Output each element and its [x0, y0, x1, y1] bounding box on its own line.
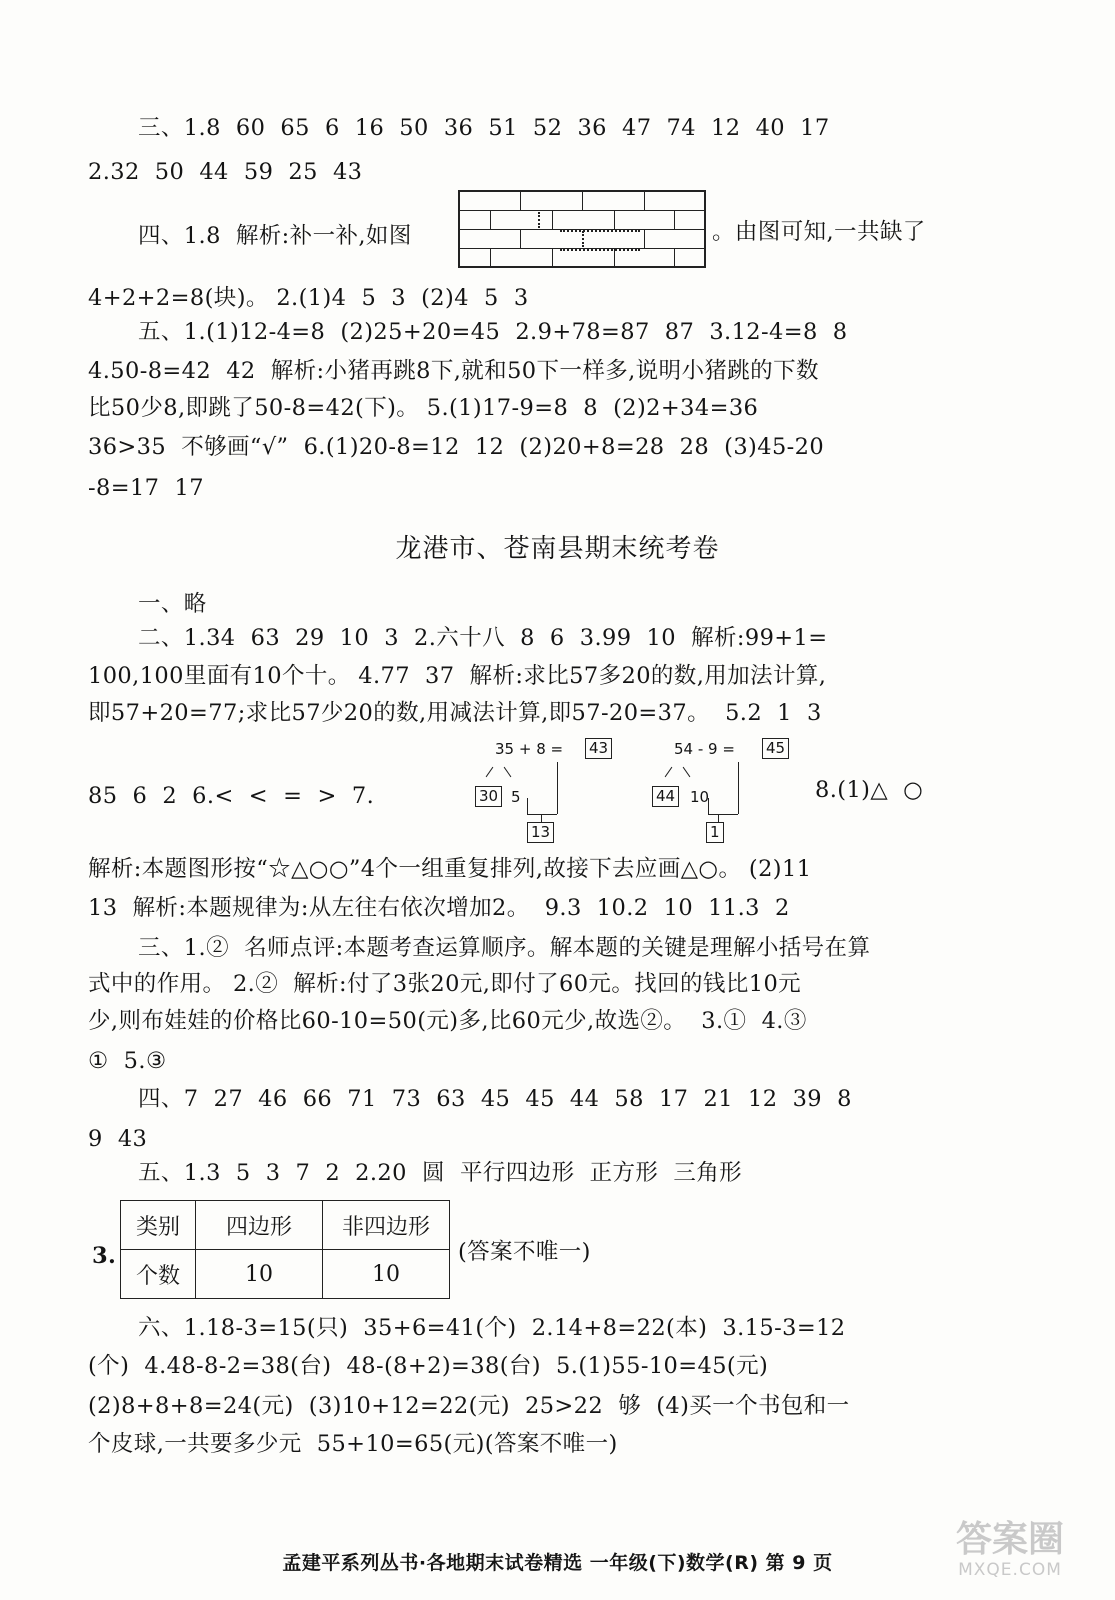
answer-line: 二、1.34 63 29 10 3 2.六十八 8 6 3.99 10 解析:99+1= — [138, 625, 828, 651]
table-cell: 四边形 — [196, 1201, 323, 1250]
table-cell: 10 — [323, 1250, 450, 1299]
diagram-bottom-box: 1 — [706, 822, 724, 843]
answer-line: 8.(1)△ ○ — [815, 777, 924, 803]
diagram-result-box: 45 — [762, 738, 789, 759]
diagram-equation: 35 + 8 = — [495, 740, 564, 758]
answer-line: 四、7 27 46 66 71 73 63 45 45 44 58 17 21 12 39 8 — [138, 1086, 852, 1112]
answer-line: 36>35 不够画“√” 6.(1)20-8=12 12 (2)20+8=28 28 (3)45-20 — [88, 434, 825, 460]
answer-line: (个) 4.48-8-2=38(台) 48-(8+2)=38(台) 5.(1)55-10=45(元) — [88, 1353, 769, 1379]
answer-line: 13 解析:本题规律为:从左往右依次增加2。 9.3 10.2 10 11.3 2 — [88, 895, 790, 921]
answer-line: -8=17 17 — [88, 475, 204, 501]
diagram-bottom-box: 13 — [527, 822, 554, 843]
page-footer: 孟建平系列丛书·各地期末试卷精选 一年级(下)数学(R) 第 9 页 — [282, 1552, 833, 1574]
answer-line: 解析:本题图形按“☆△○○”4个一组重复排列,故接下去应画△○。 (2)11 — [88, 856, 812, 882]
diagram-left-box: 30 — [475, 786, 502, 807]
answer-line: 85 6 2 6.< < = > 7. — [88, 783, 375, 809]
answer-line: 4+2+2=8(块)。 2.(1)4 5 3 (2)4 5 3 — [88, 285, 529, 311]
answer-line: 比50少8,即跳了50-8=42(下)。 5.(1)17-9=8 8 (2)2+34=36 — [88, 395, 759, 421]
diagram-split-number: 5 — [511, 788, 521, 806]
answer-line: 4.50-8=42 42 解析:小猪再跳8下,就和50下一样多,说明小猪跳的下数 — [88, 358, 819, 384]
answer-line: 三、1.8 60 65 6 16 50 36 51 52 36 47 74 12 40 17 — [138, 115, 830, 141]
answer-line: 9 43 — [88, 1126, 148, 1152]
answer-line: 四、1.8 解析:补一补,如图 — [138, 223, 412, 249]
answer-line: (2)8+8+8=24(元) (3)10+12=22(元) 25>22 够 (4)买一个书包和一 — [88, 1393, 850, 1419]
answer-line: 五、1.(1)12-4=8 (2)25+20=45 2.9+78=87 87 3.12-4=8 8 — [138, 319, 848, 345]
answer-line: 式中的作用。 2.② 解析:付了3张20元,即付了60元。找回的钱比10元 — [88, 971, 802, 997]
answer-line: 六、1.18-3=15(只) 35+6=41(个) 2.14+8=22(本) 3.15-3=12 — [138, 1315, 846, 1341]
answer-line: 个皮球,一共要多少元 55+10=65(元)(答案不唯一) — [88, 1431, 618, 1457]
answer-line: (答案不唯一) — [458, 1239, 591, 1265]
answer-line: ① 5.③ — [88, 1048, 167, 1074]
table-row — [121, 1201, 450, 1250]
answer-line: 五、1.3 5 3 7 2 2.20 圆 平行四边形 正方形 三角形 — [138, 1160, 743, 1186]
table-cell: 个数 — [121, 1250, 196, 1299]
section-title: 龙港市、苍南县期末统考卷 — [395, 534, 720, 564]
answer-line: 三、1.② 名师点评:本题考查运算顺序。解本题的关键是理解小括号在算 — [138, 935, 871, 961]
diagram-result-box: 43 — [585, 738, 612, 759]
answer-line: 100,100里面有10个十。 4.77 37 解析:求比57多20的数,用加法计算, — [88, 663, 827, 689]
watermark-text: 答案圈 — [955, 1519, 1064, 1560]
watermark-url: MXQE.COM — [958, 1560, 1062, 1580]
diagram-left-box: 44 — [652, 786, 679, 807]
answer-line: 2.32 50 44 59 25 43 — [88, 159, 363, 185]
answer-line: 一、略 — [138, 591, 207, 617]
table-cell: 类别 — [121, 1201, 196, 1250]
diagram-split-number: 10 — [690, 788, 710, 806]
table-cell: 10 — [196, 1250, 323, 1299]
table-cell: 非四边形 — [323, 1201, 450, 1250]
answer-line: 即57+20=77;求比57少20的数,用减法计算,即57-20=37。 5.2 1 3 — [88, 700, 822, 726]
brick-wall-figure — [458, 190, 706, 268]
diagram-equation: 54 - 9 = — [674, 740, 735, 758]
category-table — [120, 1200, 450, 1299]
answer-line: 。由图可知,一共缺了 — [712, 219, 926, 245]
table-row — [121, 1250, 450, 1299]
watermark-logo — [920, 1520, 1100, 1590]
answer-line: 3. — [92, 1243, 117, 1269]
answer-line: 少,则布娃娃的价格比60-10=50(元)多,比60元少,故选②。 3.① 4.③ — [88, 1008, 807, 1034]
